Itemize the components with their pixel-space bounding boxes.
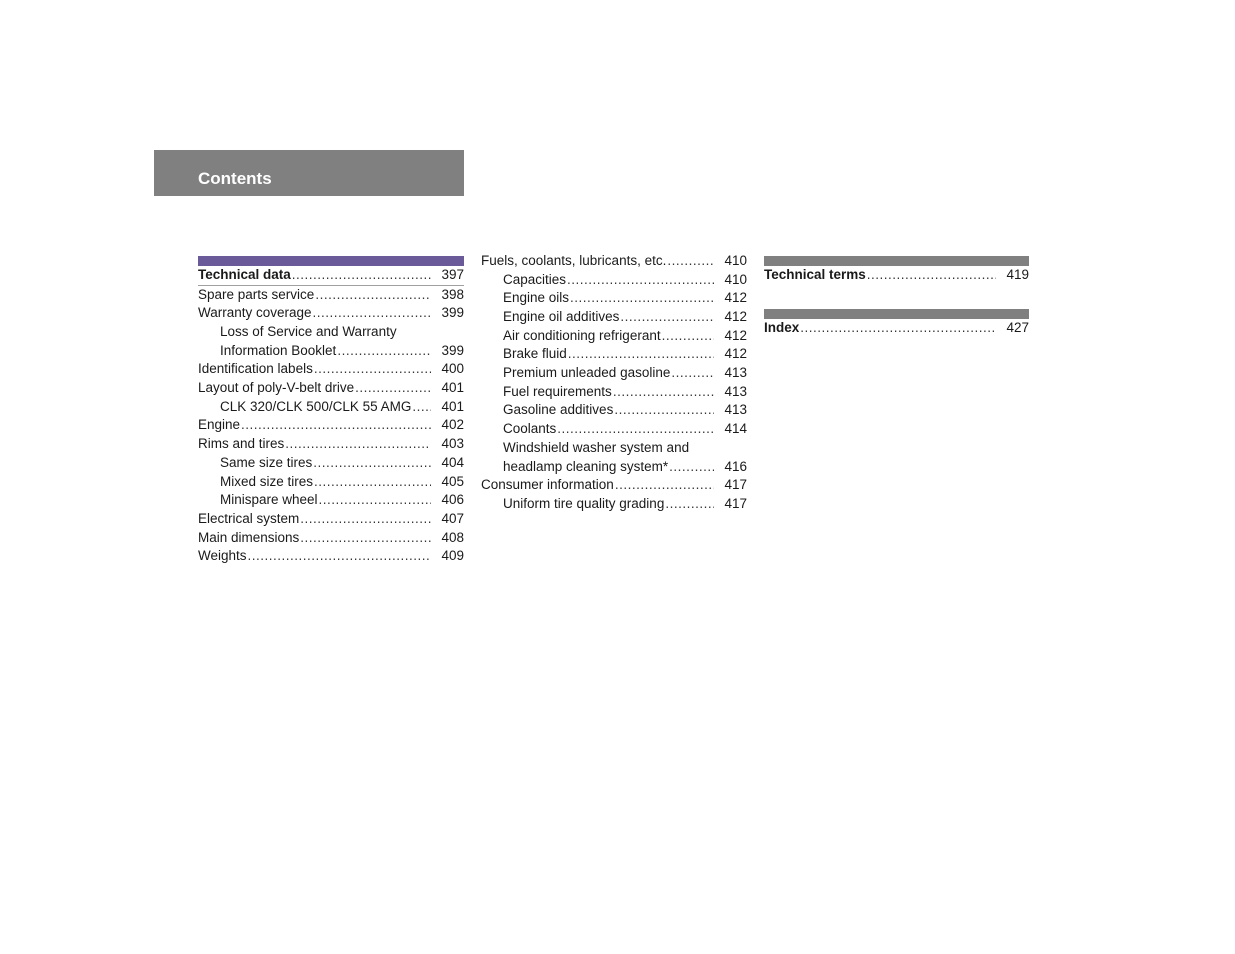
toc-leader-dots [412, 398, 431, 417]
toc-leader-dots [313, 304, 431, 323]
toc-leader-dots [241, 416, 431, 435]
toc-entry-label: Technical terms [764, 266, 866, 282]
toc-entry-label: Information Booklet [220, 342, 337, 358]
toc-entry[interactable] [198, 454, 464, 473]
toc-leader-dots [557, 420, 714, 439]
toc-entry[interactable] [198, 360, 464, 379]
toc-page-number: 427 [1006, 319, 1029, 335]
toc-entry[interactable] [198, 398, 464, 417]
toc-page-number: 410 [724, 271, 747, 287]
toc-list-2 [481, 252, 747, 514]
toc-entry[interactable] [198, 323, 464, 342]
toc-entry[interactable] [481, 383, 747, 402]
toc-entry[interactable] [481, 289, 747, 308]
toc-entry[interactable] [198, 547, 464, 566]
toc-entry-label: Gasoline additives [503, 402, 614, 418]
toc-page-number: 410 [724, 252, 747, 268]
toc-entry[interactable] [198, 286, 464, 305]
toc-leader-dots [568, 345, 714, 364]
toc-entry-label: Electrical system [198, 510, 300, 526]
toc-leader-dots [285, 435, 431, 454]
toc-entry[interactable] [198, 529, 464, 548]
toc-entry[interactable] [764, 319, 1029, 338]
toc-page-number: 405 [441, 473, 464, 489]
toc-leader-dots [615, 476, 714, 495]
toc-entry-label: Consumer information [481, 477, 614, 493]
toc-entry-label: Index [764, 319, 800, 335]
toc-page-number: 397 [441, 266, 464, 282]
toc-entry[interactable] [198, 304, 464, 323]
contents-header [154, 150, 464, 196]
toc-entry[interactable] [481, 252, 747, 271]
toc-entry-label: Loss of Service and Warranty [220, 324, 397, 340]
toc-entry[interactable] [764, 266, 1029, 285]
toc-entry[interactable] [198, 491, 464, 510]
toc-leader-dots [570, 289, 714, 308]
toc-page-number: 402 [441, 417, 464, 433]
toc-leader-dots [567, 271, 714, 290]
toc-page-number: 400 [441, 361, 464, 377]
toc-entry[interactable] [481, 420, 747, 439]
toc-leader-dots [665, 495, 714, 514]
toc-entry-label: Engine oils [503, 290, 570, 306]
toc-entry[interactable] [198, 417, 464, 436]
toc-page-number: 414 [724, 421, 747, 437]
toc-leader-dots [319, 491, 431, 510]
toc-page-number: 408 [441, 529, 464, 545]
toc-entry[interactable] [481, 327, 747, 346]
toc-leader-dots [300, 510, 431, 529]
toc-leader-dots [671, 364, 714, 383]
toc-entry[interactable] [481, 476, 747, 495]
toc-page-number: 399 [441, 342, 464, 358]
toc-page-number: 417 [724, 495, 747, 511]
toc-entry-label: Rims and tires [198, 436, 285, 452]
toc-leader-dots [292, 266, 431, 285]
toc-leader-dots [613, 383, 714, 402]
toc-page-number: 409 [441, 548, 464, 564]
toc-page-number: 401 [441, 398, 464, 414]
toc-leader-dots [337, 342, 431, 361]
toc-entry[interactable] [481, 308, 747, 327]
toc-entry-label: Engine [198, 417, 241, 433]
toc-leader-dots [800, 319, 996, 338]
toc-entry-label: headlamp cleaning system* [503, 458, 669, 474]
toc-page-number: 412 [724, 290, 747, 306]
toc-entry-label: Fuel requirements [503, 383, 612, 399]
toc-entry-label: Minispare wheel [220, 492, 318, 508]
toc-leader-dots [620, 308, 714, 327]
toc-entry-label: Weights [198, 548, 247, 564]
toc-leader-dots [313, 454, 431, 473]
toc-page-number: 413 [724, 402, 747, 418]
toc-entry-label: Brake fluid [503, 346, 567, 362]
toc-column-2 [481, 252, 747, 514]
toc-page-number: 401 [441, 380, 464, 396]
toc-page-number: 412 [724, 346, 747, 362]
toc-column-1 [198, 256, 464, 566]
toc-entry-label: Same size tires [220, 454, 313, 470]
toc-entry[interactable] [481, 402, 747, 421]
toc-entry[interactable] [481, 458, 747, 477]
toc-entry-label: Main dimensions [198, 529, 300, 545]
toc-entry-label: Fuels, coolants, lubricants, etc. [481, 252, 667, 268]
toc-leader-dots [314, 360, 431, 379]
toc-leader-dots [614, 401, 714, 420]
toc-leader-dots [315, 286, 431, 305]
section-bar-index [764, 309, 1029, 319]
toc-entry-label: Technical data [198, 266, 291, 282]
toc-entry-label: Identification labels [198, 361, 313, 377]
toc-entry-label: Uniform tire quality grading [503, 495, 665, 511]
toc-page-number: 407 [441, 510, 464, 526]
toc-page-number: 399 [441, 305, 464, 321]
page-title: Contents [198, 169, 272, 188]
toc-entry[interactable] [198, 342, 464, 361]
toc-entry-label: Spare parts service [198, 286, 315, 302]
toc-entry[interactable] [481, 271, 747, 290]
toc-page-number: 416 [724, 458, 747, 474]
section-bar-technical-terms [764, 256, 1029, 266]
toc-page-number: 412 [724, 309, 747, 325]
toc-entry-label: Capacities [503, 271, 567, 287]
toc-leader-dots [248, 547, 431, 566]
toc-page-number: 417 [724, 477, 747, 493]
toc-leader-dots [669, 458, 714, 477]
toc-entry[interactable] [481, 364, 747, 383]
toc-page-number: 404 [441, 454, 464, 470]
toc-page-number: 413 [724, 365, 747, 381]
toc-leader-dots [300, 529, 431, 548]
toc-page-number: 412 [724, 327, 747, 343]
section-bar-technical-data [198, 256, 464, 266]
toc-entry[interactable] [481, 495, 747, 514]
toc-entry-label: CLK 320/CLK 500/CLK 55 AMG [220, 398, 412, 414]
toc-page-number: 403 [441, 436, 464, 452]
toc-page-number: 398 [441, 286, 464, 302]
toc-entry[interactable] [198, 435, 464, 454]
toc-entry-label: Engine oil additives [503, 309, 620, 325]
toc-leader-dots [662, 327, 714, 346]
toc-entry-label: Mixed size tires [220, 473, 314, 489]
toc-entry[interactable] [198, 510, 464, 529]
toc-list-index [764, 319, 1029, 338]
toc-entry[interactable] [481, 439, 747, 458]
toc-column-3 [764, 256, 1029, 337]
toc-page-number: 419 [1006, 266, 1029, 282]
toc-list-technical-terms [764, 266, 1029, 285]
toc-page-number: 413 [724, 383, 747, 399]
toc-entry-label: Warranty coverage [198, 305, 312, 321]
toc-leader-dots [314, 473, 431, 492]
toc-entry-label: Premium unleaded gasoline [503, 365, 671, 381]
toc-leader-dots [667, 252, 714, 271]
toc-leader-dots [867, 266, 996, 285]
toc-entry[interactable] [198, 379, 464, 398]
toc-entry[interactable] [481, 345, 747, 364]
toc-entry-label: Coolants [503, 421, 557, 437]
toc-page-number: 406 [441, 492, 464, 508]
toc-entry-label: Windshield washer system and [503, 439, 690, 455]
toc-list-1 [198, 266, 464, 566]
toc-entry[interactable] [198, 473, 464, 492]
toc-entry[interactable] [198, 266, 464, 286]
toc-entry-label: Layout of poly-V-belt drive [198, 380, 355, 396]
toc-entry-label: Air conditioning refrigerant [503, 327, 661, 343]
toc-leader-dots [355, 379, 431, 398]
